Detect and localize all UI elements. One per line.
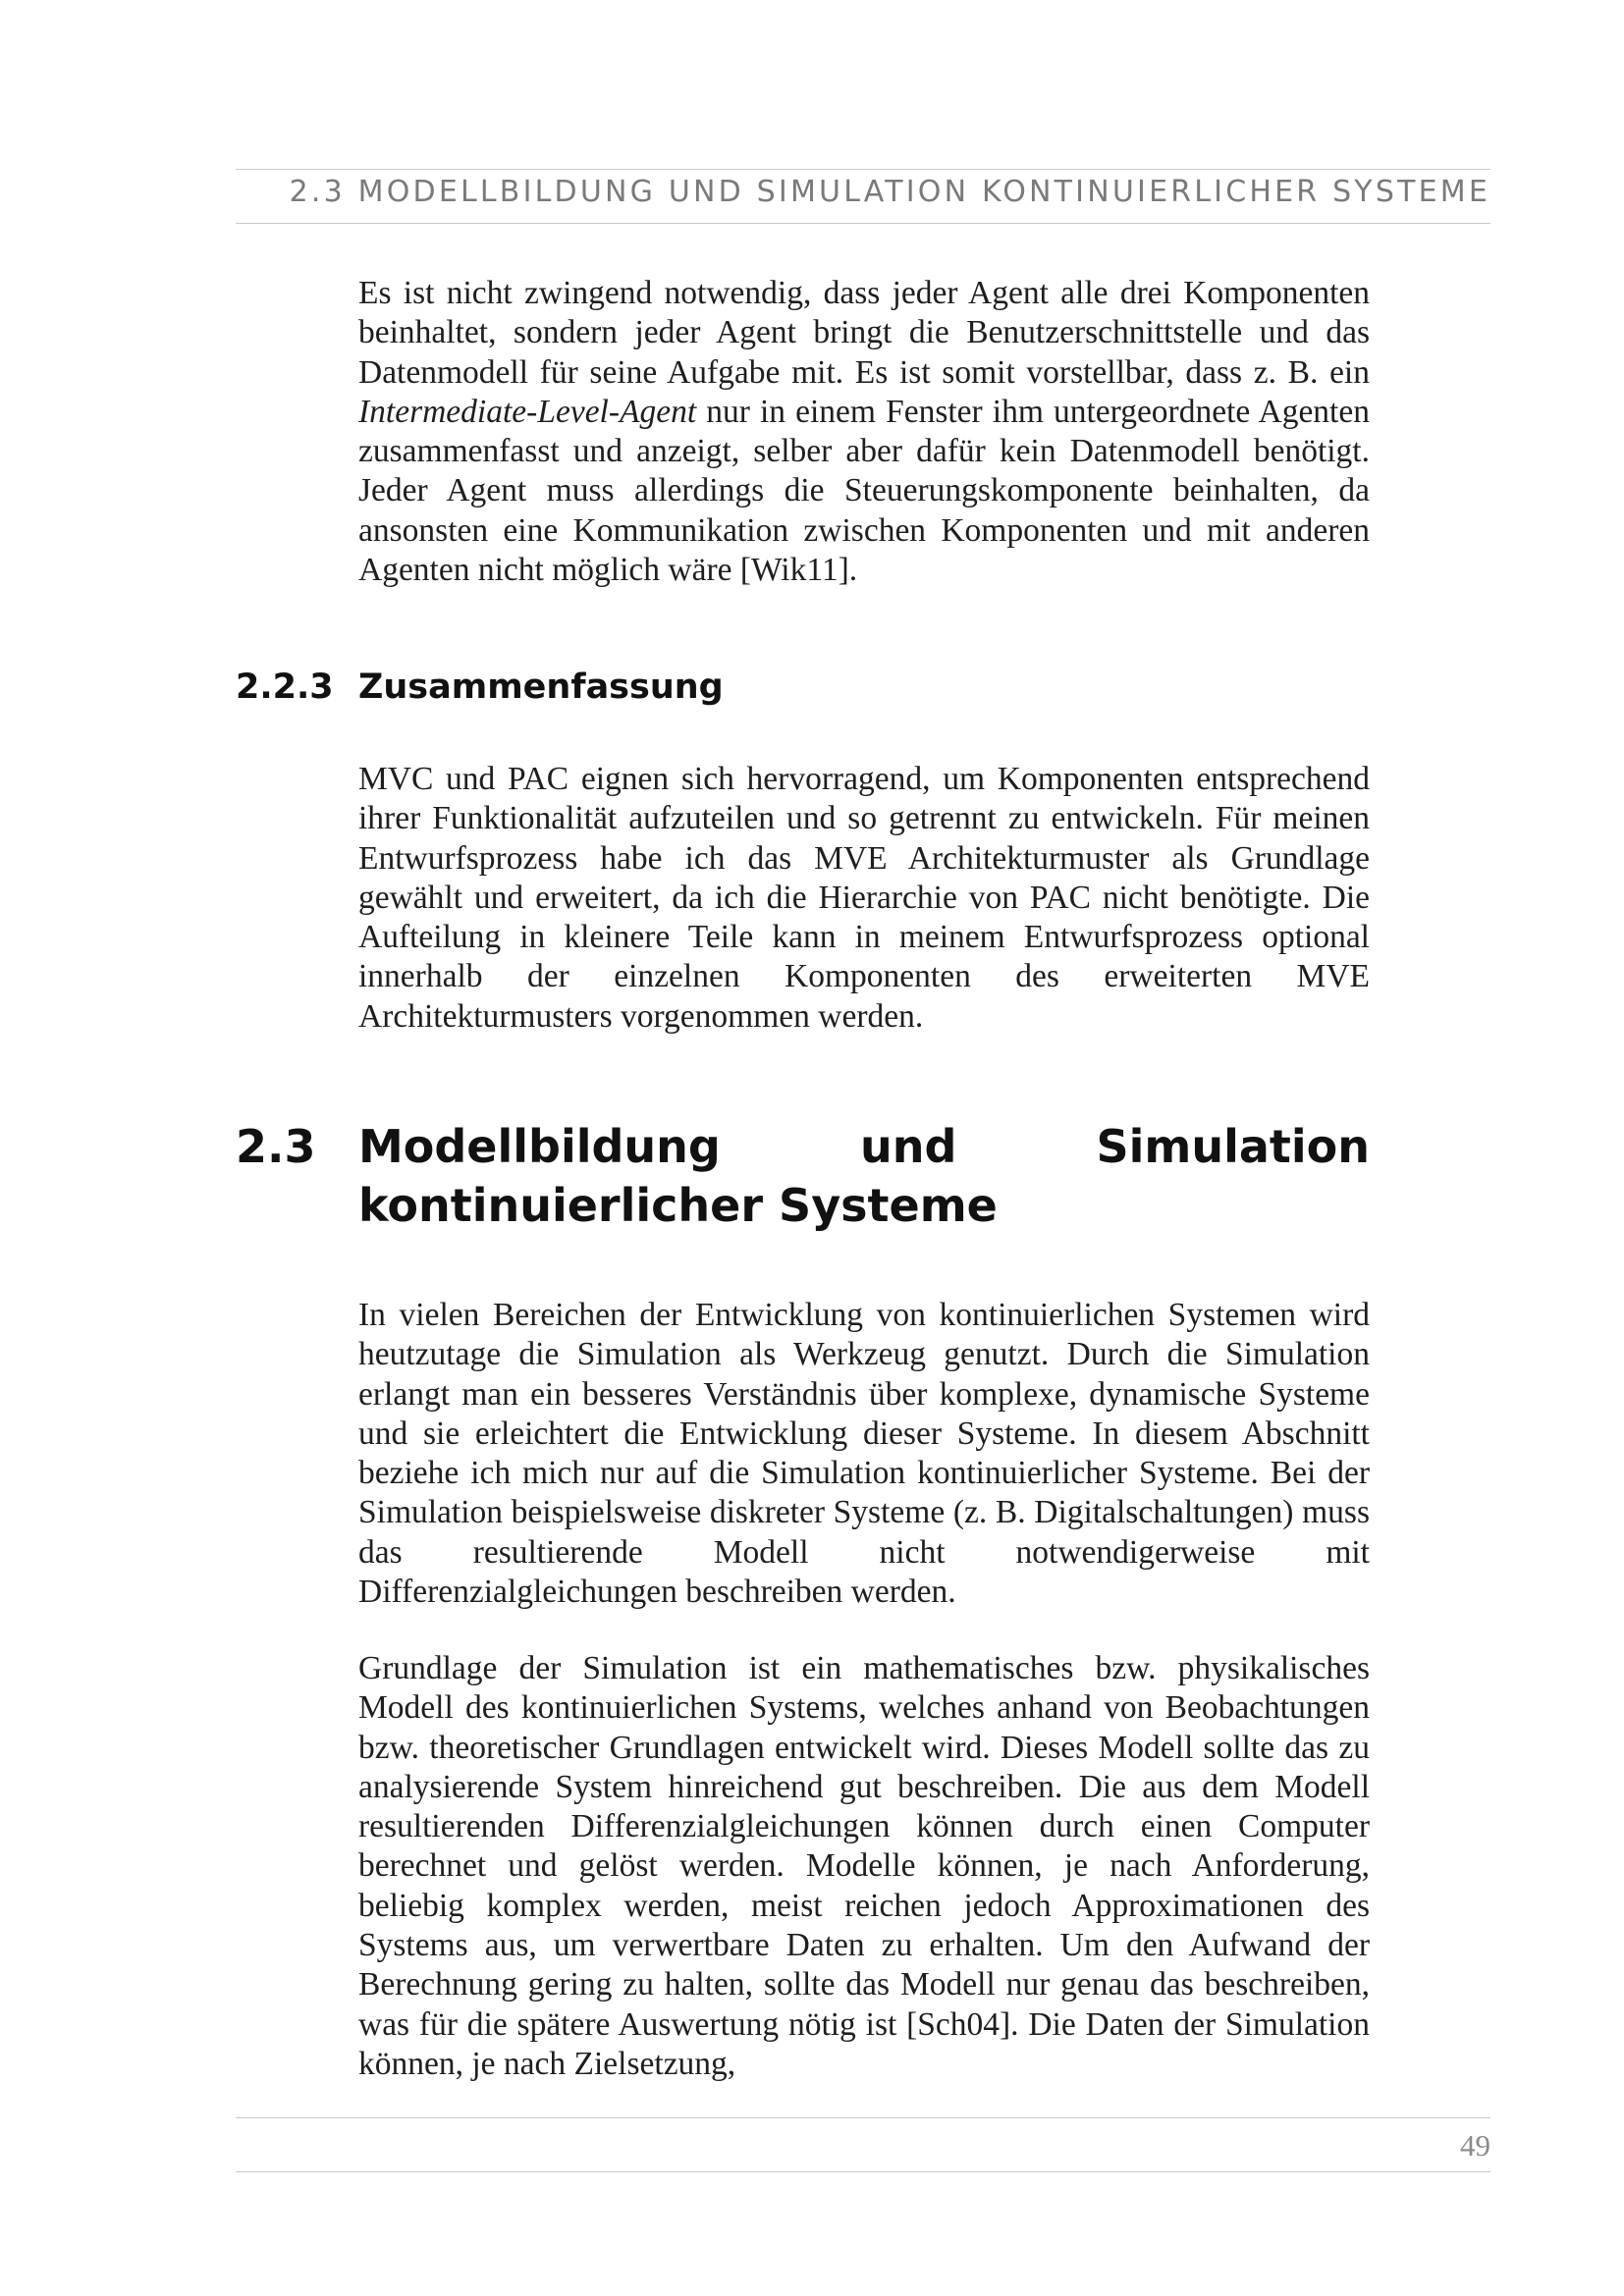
footer-rule-bottom — [236, 2171, 1490, 2172]
paragraph-text: nur in einem Fenster ihm untergeordnete Agenten zusammenfasst und anzeigt, selber aber dafür kein Datenmodell benötigt. Jeder Agent muss allerdings die Steuerungskomponente beinhalten, da ansonsten eine Kommunikation zwischen Komponenten und mit anderen Agenten nicht möglich wäre [Wik11]. — [358, 393, 1370, 589]
header-rule-top — [236, 169, 1490, 170]
paragraph-agent-components — [358, 274, 1370, 590]
running-header: 2.3 MODELLBILDUNG UND SIMULATION KONTINUIERLICHER SYSTEME — [289, 175, 1490, 209]
page-number: 49 — [1460, 2128, 1490, 2163]
paragraph-summary: MVC und PAC eignen sich hervorragend, um Komponenten entsprechend ihrer Funktionalität aufzuteilen und so getrennt zu entwickeln. Für meinen Entwurfsprozess habe ich das MVE Architekturmuster als Grundlage gewählt und erweitert, da ich die Hierarchie von PAC nicht benötigte. Die Aufteilung in kleinere Teile kann in meinem Entwurfsprozess optional innerhalb der einzelnen Komponenten des erweiterten MVE Architekturmusters vorgenommen werden. — [358, 761, 1370, 1035]
section-number: 2.3 — [236, 1120, 316, 1173]
header-rule-bottom — [236, 223, 1490, 224]
paragraph-simulation-basis: Grundlage der Simulation ist ein mathematisches bzw. physikalisches Modell des kontinuierlichen Systems, welches anhand von Beobachtungen bzw. theoretischer Grundlagen entwickelt wird. Dieses Modell sollte das zu analysierende System hinreichend gut beschreiben. Die aus dem Modell resultierenden Differenzialgleichungen können durch einen Computer berechnet und gelöst werden. Modelle können, je nach Anforderung, beliebig komplex werden, meist reichen jedoch Approximationen des Systems aus, um verwertbare Daten zu erhalten. Um den Aufwand der Berechnung gering zu halten, sollte das Modell nur genau das beschreiben, was für die spätere Auswertung nötig ist [Sch04]. Die Daten der Simulation können, je nach Zielsetzung, — [358, 1650, 1370, 2082]
paragraph-text: Es ist nicht zwingend notwendig, dass jeder Agent alle drei Komponenten beinhaltet, sondern jeder Agent bringt die Benutzerschnittstelle und das Datenmodell für seine Aufgabe mit. Es ist somit vorstellbar, dass z. B. ein — [358, 275, 1370, 391]
subsection-title: Zusammenfassung — [358, 667, 724, 707]
subsection-number: 2.2.3 — [236, 667, 334, 707]
italic-term: Intermediate-Level-Agent — [358, 393, 697, 430]
paragraph-simulation-intro: In vielen Bereichen der Entwicklung von kontinuierlichen Systemen wird heutzutage die Simulation als Werkzeug genutzt. Durch die Simulation erlangt man ein besseres Verständnis über komplexe, dynamische Systeme und sie erleichtert die Entwicklung dieser Systeme. In diesem Abschnitt beziehe ich mich nur auf die Simulation kontinuierlicher Systeme. Bei der Simulation beispielsweise diskreter Systeme (z. B. Digitalschaltungen) muss das resultierende Modell nicht notwendigerweise mit Differenzialgleichungen beschreiben werden. — [358, 1297, 1370, 1611]
footer-rule-top — [236, 2117, 1490, 2118]
section-title: Modellbildung und Simulation kontinuierlicher Systeme — [358, 1120, 1370, 1232]
